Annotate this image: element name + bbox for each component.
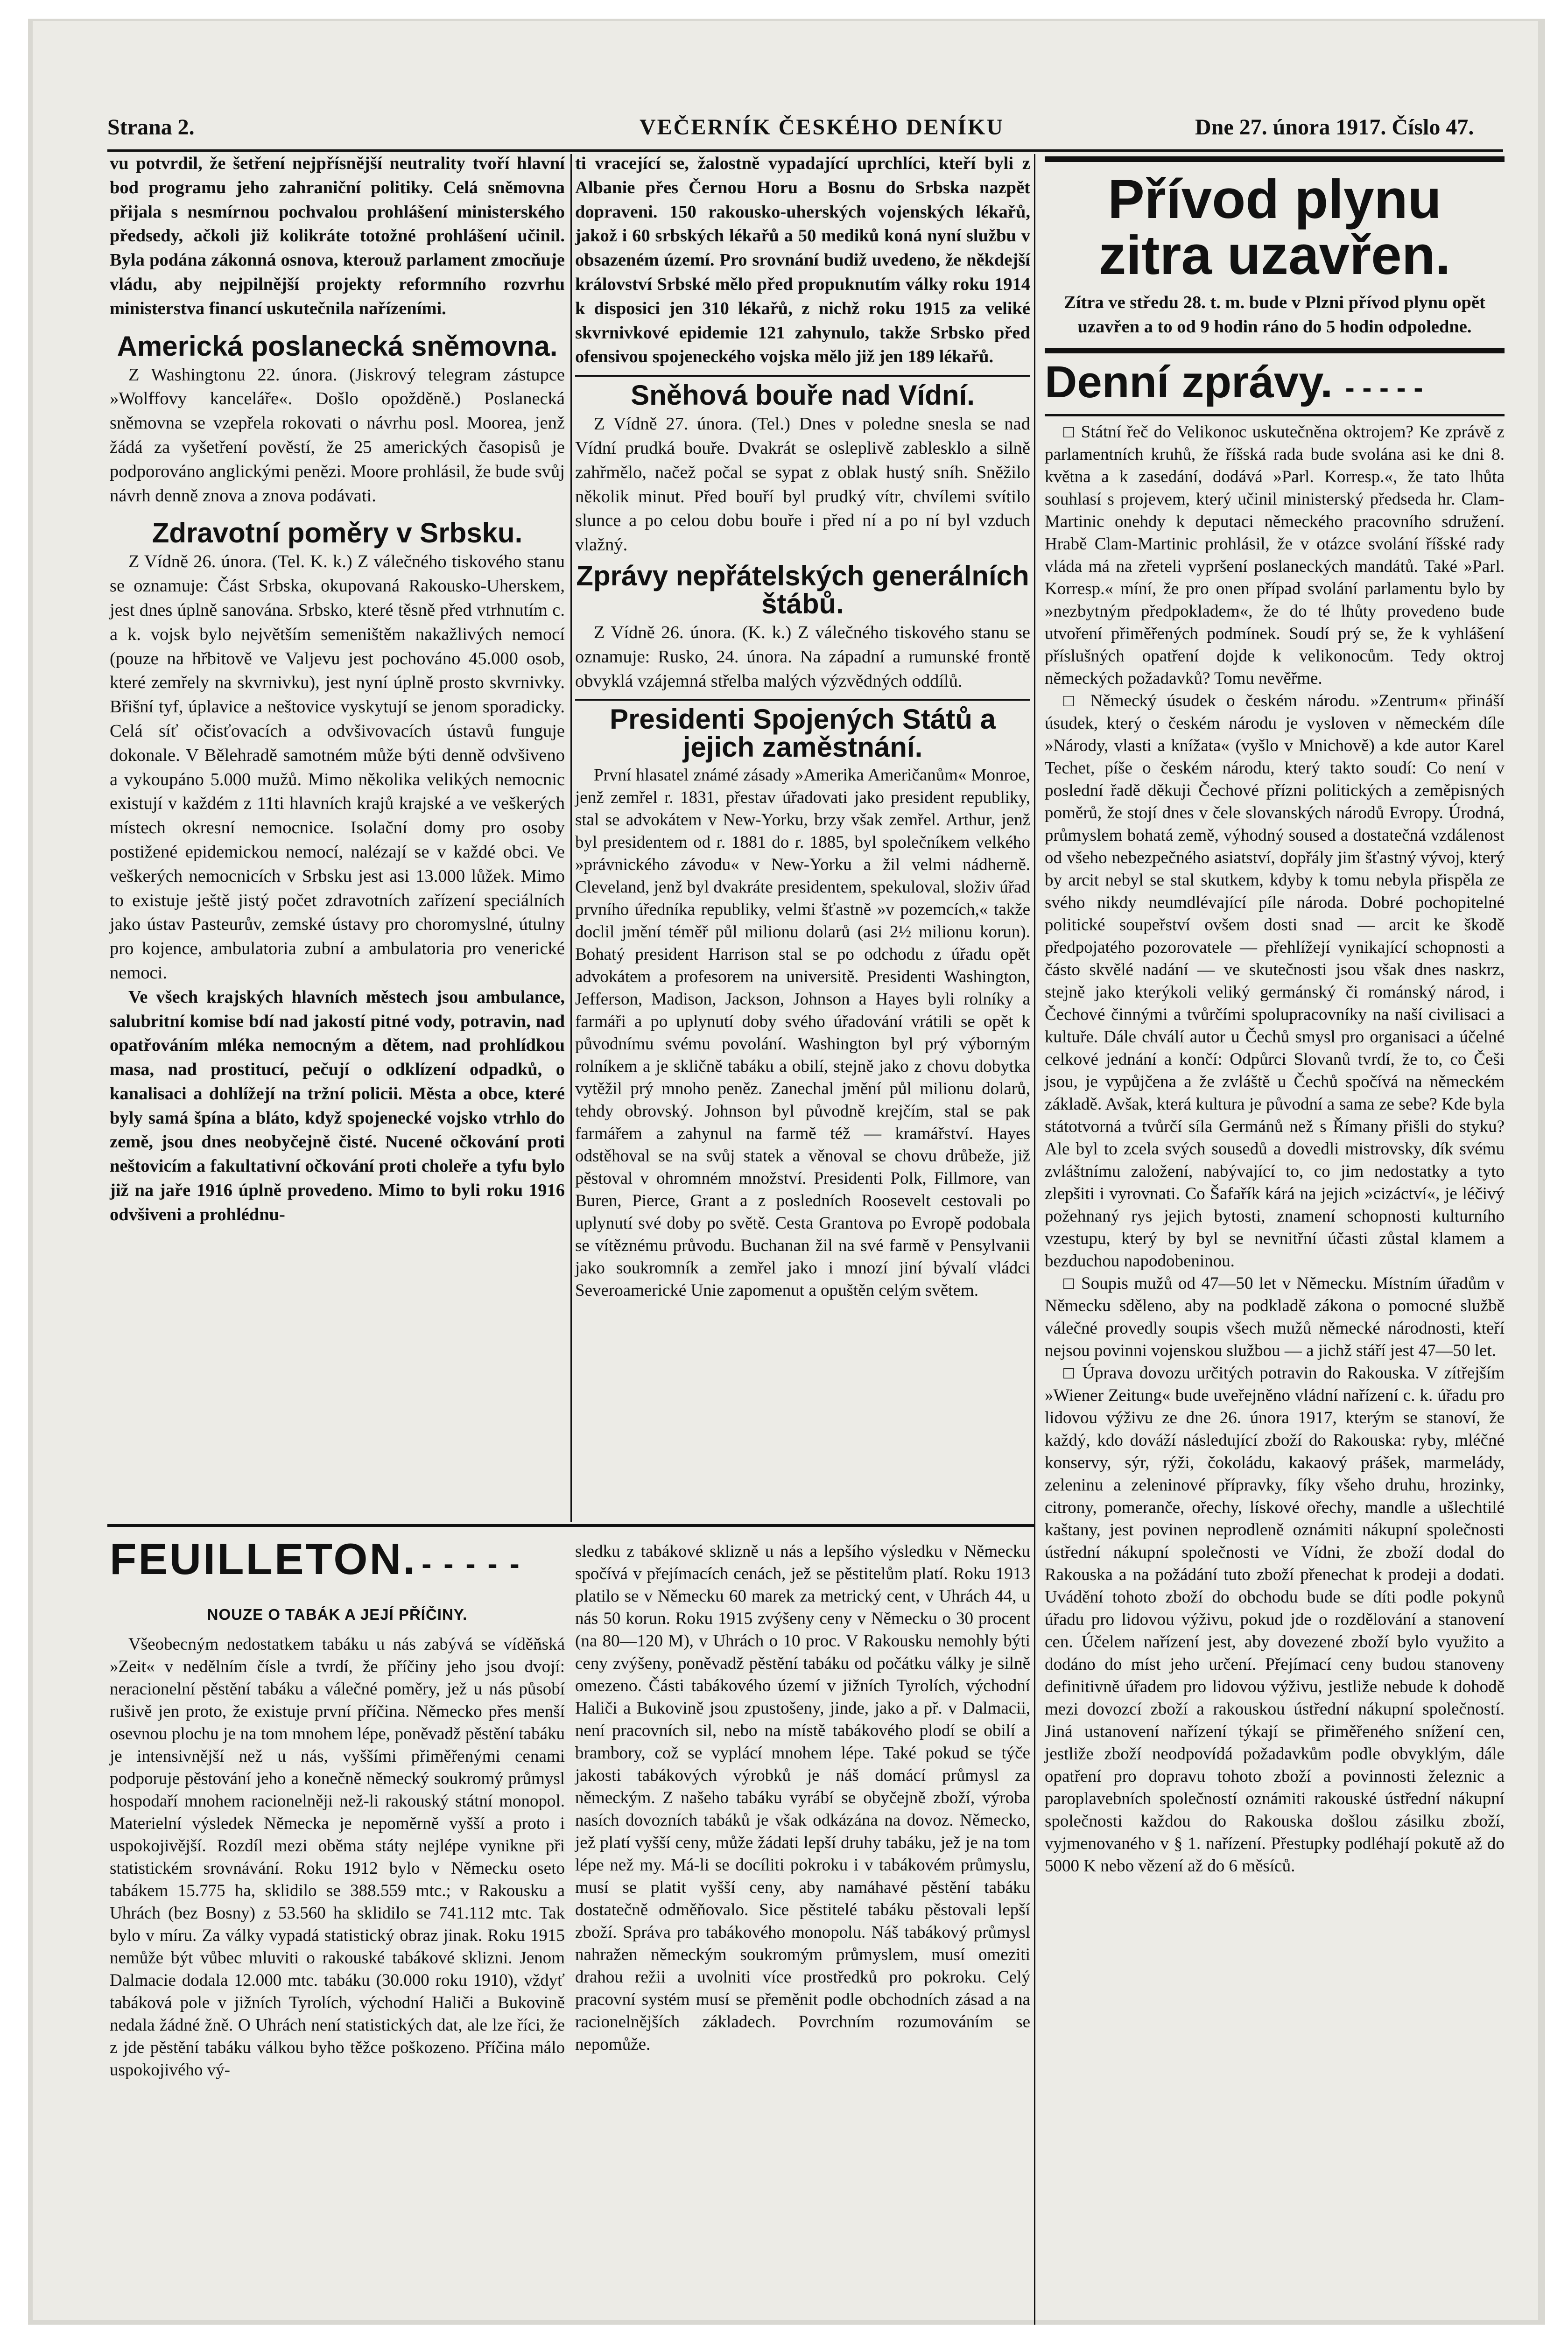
- feuilleton-heading: [110, 1533, 565, 1594]
- rule-c3-under: [1045, 414, 1505, 416]
- article-serbia-health-cont: Ve všech krajských hlavních městech jsou ambulance, salubritní komise bdí nad jakostí pitné vody, potravin, nad opatřováním mléka nemocným a dětem, nad prohlídkou masa, nad prostitucí, pečují o odklízení odpadků, o kanalisaci a dohlížejí na tržní policii. Města a obce, které byly samá špína a bláto, když spojenecké vojsko vtrhlo do země, jsou dnes neobyčejně čisté. Nucené očkování proti neštovicím a fakultativní očkování proti choleře a tyfu bylo již na jaře 1916 úplně provedeno. Mimo to byli roku 1916 odvšiveni a prohlédnu-: [110, 987, 565, 1224]
- rule-c2-2: [575, 699, 1030, 701]
- feuilleton-subtitle: NOUZE O TABÁK A JEJÍ PŘÍČINY.: [207, 1606, 468, 1623]
- news-item-german-judgement: □ Německý úsudek o českém národu. »Zentrum« přináší úsudek, který o českém národu je vysloven v německém díle »Národy, vlasti a knížata« (vyšlo v Mnichově) a kde autor Karel Techet, píše o českém národu, který takto soudí: Co není v poslední řadě děkuji Čechové přízni politických a zeměpisných poměrů, že stojí dnes v čele slovanských národů Evropy. Úrodná, průmyslem bohatá země, výhodný soused a dostatečná vzdálenost od všeho nebezpečného asiatství, dopřály jim šťastný vývoj, který by arcit nebyl se stal skutkem, kdyby k tomu nebyla přispěla ze svého nikdy neumdlévající píle národa. Dobré pochopitelné politické soupeřství ovšem dosti snad — arcit ke škodě předpojatého pozorovatele — přehlížejí vynikající schopnosti a částo skvělé nadání — ve skutečnosti jsou však dnes naskrz, stejně jako kterýkoli veliký germánský či románský národ, i Čechové činnými a tvůrčími spolupracovníky na naší civilisaci a kultuře. Dále chválí autor u Čechů smysl pro organisaci a účelné celkové jednání a končí: Odpůrci Slovanů tvrdí, že to, co Češi jsou, je vypůjčena a že zvláště u Čechů spočívá na německém základě. Avšak, která kultura je původní a sama ze sebe? Kde byla státotvorná a tvůrčí síla Germánů než s Římany přišli do styku? Ale byl to zcela svých sousedů a dovedli mistrovsky, dík svému zvláštnímu založení, nabývající to, co jim nedostatky a tyto zlepšiti i vyrovnati. Co Šafařík kárá na jejich »cizáctví«, je léčivý požehnaný rys jejich bytosti, znamení schopnosti kulturního vzestupu, který by byl se nevnitřní účasti zůstal klamem a bezduchou napodobeninou.: [1045, 691, 1505, 1271]
- headline-presidents: Presidenti Spojených Států a jejich zaměstnání.: [610, 703, 996, 763]
- rule-c3-top: [1045, 156, 1505, 162]
- news-item-state-budget: □ Státní řeč do Velikonoc uskutečněna oktrojem? Ke zprávě z parlamentních kruhů, že říšská rada bude svolána asi ke dni 8. května a k zasedání, dodává »Parl. Korresp.«, že tato lhůta souhlasí s projevem, který učinil ministerský předseda hr. Clam-Martinic onehdy k deputaci německého pracovního sdružení. Hrabě Clam-Martinic prohlásil, že v otázce svolání říšské rady vláda má na zřeteli vypršení poslaneckých mandátů. Také »Parl. Korresp.« míní, že pro onen případ svolání parlamentu bylo by »nezbytným předpokladem«, že do té lhůty provedeno bude utvoření přiměřených podmínek. Soudí prý se, že k vyhlášení příslušných opatření dojde k velikonocům. Tedy oktroj německých požadavků? Tomu nevěřme.: [1045, 422, 1505, 688]
- headline-snowstorm: Sněhová bouře nad Vídní.: [631, 380, 975, 411]
- article-refugees: ti vracející se, žalostně vypadající uprchlíci, kteří byli z Albanie přes Černou Horu a Bosnu do Srbska nazpět dopraveni. 150 rakousko-uherských vojenských lékařů, jakož i 60 srbských lékařů a 50 mediků koná nyní službu v obsazeném území. Pro srovnání budiž uvedeno, že někdejší království Srbské mělo před propuknutím války roku 1914 k disposici jen 310 lékařů, z nichž roku 1915 za veliké skvrnivkové epidemie 121 zahynulo, takže Srbsko před ofensivou spojeneckého vojska mělo již jen 189 lékařů.: [575, 154, 1030, 367]
- page-header: [107, 114, 1508, 147]
- headline-enemy-staff: Zprávy nepřátelských generálních štábů.: [576, 560, 1029, 619]
- article-snowstorm: Z Vídně 27. února. (Tel.) Dnes v poledne snesla se nad Vídní prudká bouře. Dvakrát se osleplivě zablesklo a silně zahřmělo, načež počal se sypat z oblak hustý sníh. Sněžilo několik minut. Před bouří byl prudký vítr, chvílemi svítilo slunce a po celou dobu bouře i před ní a po ní byl vzduch vlažný.: [575, 414, 1030, 555]
- article-presidents: První hlasatel známé zásady »Amerika Američanům« Monroe, jenž zemřel r. 1831, přestav úřadovati jako president republiky, stal se advokátem v New-Yorku, brzy však zemřel. Arthur, jenž byl presidentem od r. 1881 do r. 1885, byl společníkem velkého »právnického závodu« v New-Yorku a žil velmi nádherně. Cleveland, jenž byl dvakráte presidentem, spekuloval, složiv úřad prvního úředníka republiky, velmi šťastně »v pozemcích,« takže doclil jmění téměř půl milionu dolarů (asi 2½ milionu korun). Bohatý president Harrison stal se po odchodu z úřadu opět advokátem a profesorem na universitě. Presidenti Washington, Jefferson, Madison, Jackson, Johnson a Hayes byli rolníky a farmáři a po uplynutí doby svého úřadování vrátili se opět k původnímu svému povolání. Washington byl prý výborným rolníkem a je skličně tabáku a obilí, stejně jako z chovu dobytka vytěžil prý mnoho peněz. Zanechal jmění půl milionu dolarů, tehdy obrovský. Johnson byl původně krejčím, stal se pak farmářem a zahynul na farmě též — kramářství. Hayes odstěhoval se na svůj statek a věnoval se chovu drůbeže, již pěstoval v ohromném množství. Presidenti Polk, Fillmore, van Buren, Pierce, Grant a z posledních Roosevelt cestovali po uplynutí své doby po světě. Cesta Grantova po Evropě podobala se vítěznému průvodu. Buchanan žil na své farmě v Pensylvanii jako soukromník a zemřel jako i mnozí jiní bývalí vládci Severoamerické Unie zapomenut a opuštěn celým světem.: [575, 766, 1030, 1301]
- headline-gas-supply: Přívod plynu zitra uzavřen.: [1098, 169, 1451, 286]
- feuilleton-text-right: sledku z tabákové sklizně u nás a lepšího výsledku v Německu spočívá v přejímacích cenách, jež se pěstitelům platí. Roku 1913 platilo se v Německu 60 marek za metrický cent, v Uhrách 44, u nás 50 korun. Roku 1915 zvýšeny ceny v Německu o 30 procent (na 80—120 M), v Uhrách o 10 proc. V Rakousku nemohly býti ceny zvýšeny, poněvadž pěstění tabáku od počátku války je silně omezeno. Části tabákového území v jižních Tyrolích, východní Haliči a Bukovině jsou zpustošeny, jinde, jako a př. v Dalmacii, není pracovních sil, nebo na místě tabákového plodí se obilí a brambory, což se vyplácí mnohem lépe. Také pokud se týče jakosti tabákových výrobků je náš domácí průmysl za německým. Z našeho tabáku vyrábí se obyčejně zboží, výroba nasích dovozních tabáků je však odkázána na dovoz. Německo, jež platí vyšší ceny, může žádati lepší druhy tabáku, jež je na tom lépe než my. Má-li se docíliti pokroku i v tabákovém průmyslu, musí se platit vyšší ceny, aby namáhavé pěstění tabáku dostatečně odměňovalo. Sice pěstitelé tabáku pěstovali lepší zboží. Správa pro tabákového monopolu. Náš tabákový průmysl nahražen německým soukromým průmyslem, musí omeziti drahou režii a uvolniti více prostředků pro pokroku. Celý pracovní systém musí se přeměnit podle obchodních zásad a na racionelnějších základech. Povrchním rozumováním se nepomůže.: [575, 1542, 1030, 2054]
- article-serbia-health: Z Vídně 26. února. (Tel. K. k.) Z válečného tiskového stanu se oznamuje: Část Srbska, okupovaná Rakousko-Uherskem, jest dnes úplně sanována. Srbsko, které těsně před vtrhnutím c. a k. vojsk bylo největším semeništěm nakažlivých nemocí (pouze na hřbitově ve Valjevu jest pochováno 45.000 osob, které zemřely na skvrnivku), jest nyní úplně prosto skvrnivky. Břišní tyf, úplavice a neštovice vyskytují se jenom sporadicky. Celá síť očisťovacích a odvšivovacích ústavů funguje dokonale. V Bělehradě samotném může býti denně odvšiveno a vykoupáno 5.000 mužů. Mimo několika velikých nemocnic existují v každém z 11ti hlavních krajů krajské a ve veškerých místech okresní nemocnice. Isolační domy pro osoby postižené epidemickou nemocí, nalézají se v každé obci. Ve veškerých nemocnicích v Srbsku jest asi 13.000 lůžek. Mimo to existuje ještě jistý počet zdravotních zařízení speciálních jako ústav Pasteurův, zemské ústavy pro choromyslné, útulny pro kojence, ambulatoria zubní a ambulatoria pro venerické nemoci.: [110, 552, 565, 983]
- column-3: [1045, 156, 1505, 1877]
- paper-title: VEČERNÍK ČESKÉHO DENÍKU: [640, 115, 1005, 140]
- rule-c2-1: [575, 375, 1030, 377]
- article-gas-supply: Zítra ve středu 28. t. m. bude v Plzni přívod plynu opět uzavřen a to od 9 hodin ráno do 5 hodin odpoledne.: [1064, 293, 1485, 337]
- column-rule-1: [570, 154, 572, 1522]
- rule-c3-mid: [1045, 348, 1505, 353]
- column-2: [575, 152, 1030, 1302]
- daily-news-heading: [1045, 358, 1505, 412]
- issue-date: Dne 27. února 1917. Číslo 47.: [1195, 115, 1474, 140]
- feuilleton-dashes: - - - - -: [422, 1547, 521, 1581]
- article-neutrality: vu potvrdil, že šetření nejpřísnější neutrality tvoří hlavní bod programu jeho zahraniční politiky. Celá sněmovna přijala s nesmírnou pochvalou prohlášení ministerského předsedy, ačkoli již kolikráte totožné prohlášení učinil. Byla podána zákonná osnova, kterouž parlament zmocňuje vládu, aby nejpilnější projekty reformního rozvrhu ministerstva financí uskutečnila nařízeními.: [110, 154, 565, 318]
- news-item-census-germany: □ Soupis mužů od 47—50 let v Německu. Místním úřadům v Německu sděleno, aby na podkladě zákona o pomocné službě válečné provedly soupis všech mužů německé národnosti, kteří nejsou povinni vojenskou službou — a jichž stáří jest 47—50 let.: [1045, 1273, 1505, 1360]
- article-american-house: Z Washingtonu 22. února. (Jiskrový telegram zástupce »Wolffovy kanceláře«. Došlo opožděně.) Poslanecká sněmovna se vzepřela rokovati o návrhu posl. Moorea, jenž žádá za vyšetření pověstí, že 25 amerických časopisů je podporováno anglickými penězi. Moore prohlásil, že bude svůj návrh denně znova a znova podávati.: [110, 365, 565, 506]
- feuilleton-text-left: Všeobecným nedostatkem tabáku u nás zabývá se víděňská »Zeit« v nedělním čísle a tvrdí, že příčiny jeho jsou dvojí: neracionelní pěstění tabáku a válečné poměry, jež u nás působí rušivě jen proto, že existuje první příčina. Německo přes menší osevnou plochu je na tom mnohem lépe, poněvadž pěstění tabáku je intensivnější než u nás, vyššími přiměřenými cenami podporuje pěstování jeho a konečně německý soukromý průmysl hospodaří mnohem racionelněji než-li rakouský státní monopol. Materielní výsledek Německa je nepoměrně vyšší a proto i uspokojivější. Rozdíl mezi oběma státy nejlépe vynikne při statistickém srovnávání. Roku 1912 bylo v Německu oseto tabákem 15.775 ha, sklidilo se 388.559 mtc.; v Rakousku a Uhrách (bez Bosny) z 53.560 ha sklidilo se 741.112 mtc. Tak bylo v míru. Za války vypadá statistický obraz jinak. Roku 1915 nemůže být vůbec mluviti o rakouské tabákové sklizni. Jenom Dalmacie dodala 12.000 mtc. tabáku (30.000 roku 1910), vždyť tabáková pole v jižních Tyrolích, východní Haliči a Bukovině nedala žádné žně. O Uhrách není statistických dat, ale lze říci, že z jde pěstění tabáku válkou byho těžce poškozeno. Příčina málo uspokojivého vý-: [110, 1634, 565, 2080]
- article-enemy-staff: Z Vídně 26. února. (K. k.) Z válečného tiskového stanu se oznamuje: Rusko, 24. února. Na západní a rumunské frontě obvyklá vzájemná střelba malých výzvědných oddílů.: [575, 622, 1030, 691]
- daily-news-dashes: - - - - -: [1345, 372, 1423, 403]
- feuilleton-right: [575, 1540, 1030, 2056]
- headline-serbia-health: Zdravotní poměry v Srbsku.: [152, 517, 523, 549]
- headline-american-house: Americká poslanecká sněmovna.: [117, 330, 558, 362]
- daily-news-title: Denní zprávy.: [1045, 357, 1333, 407]
- feuilleton-rule: [107, 1524, 1034, 1527]
- feuilleton-title: FEUILLETON.: [110, 1534, 417, 1583]
- page-number: Strana 2.: [107, 115, 195, 140]
- column-1: [110, 152, 565, 1227]
- column-rule-2: [1034, 154, 1035, 2325]
- news-item-food-import: □ Úprava dovozu určitých potravin do Rakouska. V zítřejším »Wiener Zeitung« bude uveřejněno vládní nařízení c. k. úřadu pro lidovou výživu ze dne 26. února 1917, kterým se stanoví, že každý, kdo dováží následující zboží do Rakouska: ryby, mléčné konservy, sýr, rýži, čokoládu, kakaový prášek, marmelády, zeleninu a zeleninové přípravky, fíky všeho druhu, hrozinky, citrony, pomeranče, ořechy, lískové ořechy, mandle a ušlechtilé kaštany, jest povinen neprodleně oznámiti nákupní společnosti ústřední nákupní společnosti ve Vídni, že zboží dodal do Rakouska a na požádání tuto zboží přenechat k prodeji a dodati. Uvádění tohoto zboží do obchodu bude se díti podle pokynů úřadu pro lidovou výživu, pokud jde o rozdělování a stanovení cen. Účelem nařízení jest, aby dovezené zboží bylo využito a dodáno do míst jeho určení. Přejímací ceny budou stanoveny definitivně úřadem pro lidovou výživu, jestliže nebude k dohodě mezi dovozcí zboží a rakouskou ústřední nákupní společností. Jiná ustanovení nařízení týkají se přiměřeného snížení cen, jestliže zboží neodpovídá požadavkům podle obvyklým, dále opatření pro dopravu tohoto zboží a povinnosti železnic a paroplavebních společností oznámiti rakouské ústřední nákupní společnosti každou do Rakouska došlou zásilku zboží, vyjmenovaného v § 1. nařízení. Přestupky podléhají pokutě až do 5000 K nebo vězení až do 6 měsíců.: [1045, 1363, 1505, 1876]
- feuilleton-left: [110, 1533, 565, 2081]
